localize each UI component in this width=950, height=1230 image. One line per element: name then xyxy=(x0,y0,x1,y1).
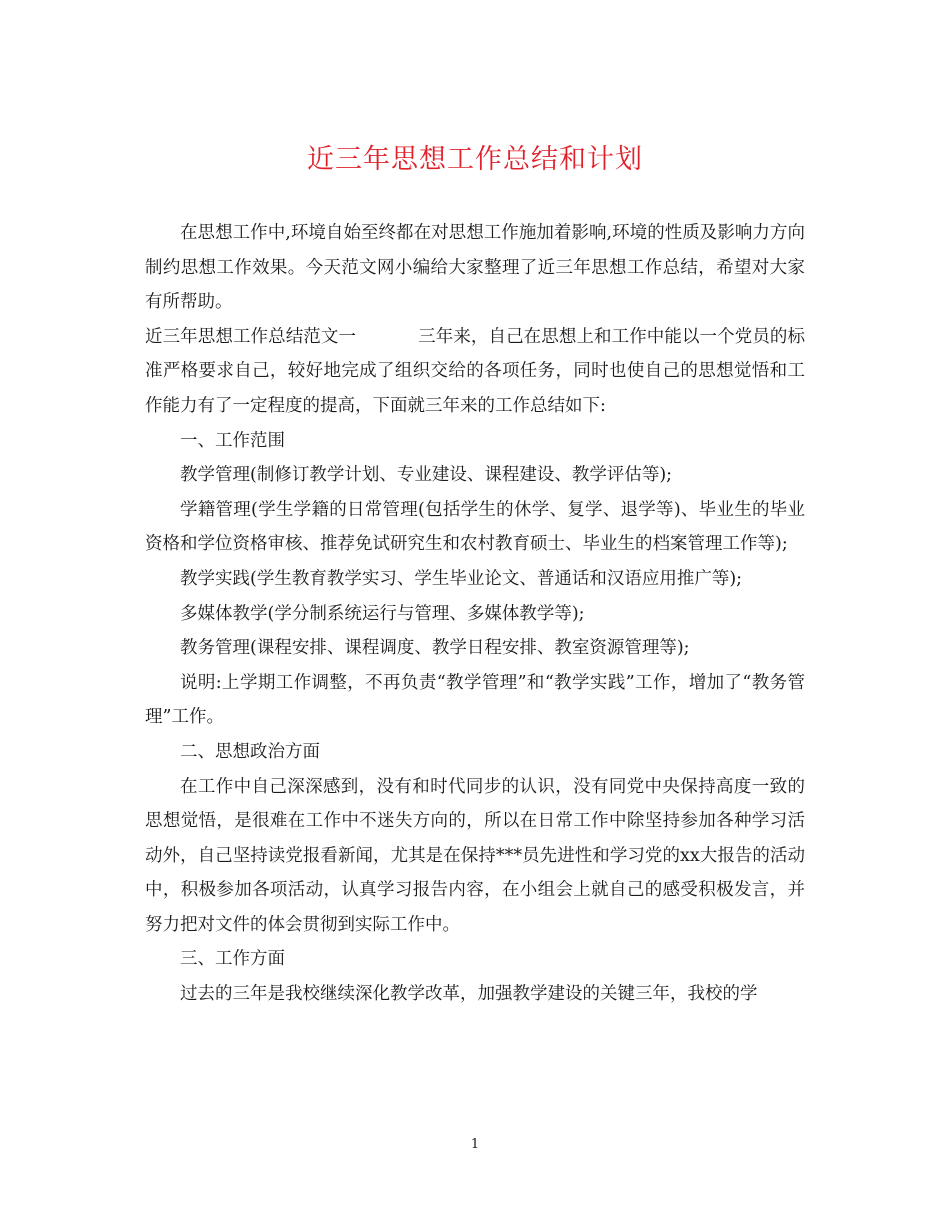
section-lead: 三年来，自己在思想上和工作中能以一个党员的标准严格要求自己，较好地完成了组织交给的各项任务，同时也使自己的思想觉悟和工作能力有了一定程度的提高，下面就三年来的工作总结如下: xyxy=(145,326,806,416)
document-title: 近三年思想工作总结和计划 xyxy=(307,144,643,175)
heading-work: 三、工作方面 xyxy=(180,949,285,970)
intro-paragraph: 在思想工作中,环境自始至终都在对思想工作施加着影响,环境的性质及影响力方向制约思想工作效果。今天范文网小编给大家整理了近三年思想工作总结，希望对大家有所帮助。 xyxy=(145,223,805,313)
paragraph-student-records: 学籍管理(学生学籍的日常管理(包括学生的休学、复学、退学等)、毕业生的毕业资格和学位资格审核、推荐免试研究生和农村教育硕士、毕业生的档案管理工作等); xyxy=(145,499,805,555)
document-body xyxy=(145,216,805,1012)
page-number: 1 xyxy=(470,1137,480,1152)
heading-work-scope: 一、工作范围 xyxy=(180,430,285,451)
paragraph-academic-affairs: 教务管理(课程安排、课程调度、教学日程安排、教室资源管理等); xyxy=(180,638,690,659)
paragraph-teaching-management: 教学管理(制修订教学计划、专业建设、课程建设、教学评估等); xyxy=(180,465,673,486)
section-label: 近三年思想工作总结范文一 xyxy=(145,326,357,347)
paragraph-ideology: 在工作中自己深深感到，没有和时代同步的认识，没有同党中央保持高度一致的思想觉悟，是很难在工作中不迷失方向的，所以在日常工作中除坚持参加各种学习活动外，自己坚持读党报看新闻，尤其是在保持***员先进性和学习党的xx大报告的活动中，积极参加各项活动，认真学习报告内容，在小组会上就自己的感受积极发言，并努力把对文件的体会贯彻到实际工作中。 xyxy=(145,776,805,935)
paragraph-multimedia: 多媒体教学(学分制系统运行与管理、多媒体教学等); xyxy=(180,603,585,624)
paragraph-teaching-practice: 教学实践(学生教育教学实习、学生毕业论文、普通话和汉语应用推广等); xyxy=(180,568,743,589)
paragraph-note: 说明:上学期工作调整，不再负责“教学管理”和“教学实践”工作，增加了“教务管理”工作。 xyxy=(145,672,805,728)
heading-ideology: 二、思想政治方面 xyxy=(180,741,320,762)
paragraph-work: 过去的三年是我校继续深化教学改革，加强教学建设的关键三年，我校的学 xyxy=(180,984,758,1005)
section-first-paragraph xyxy=(145,320,805,424)
